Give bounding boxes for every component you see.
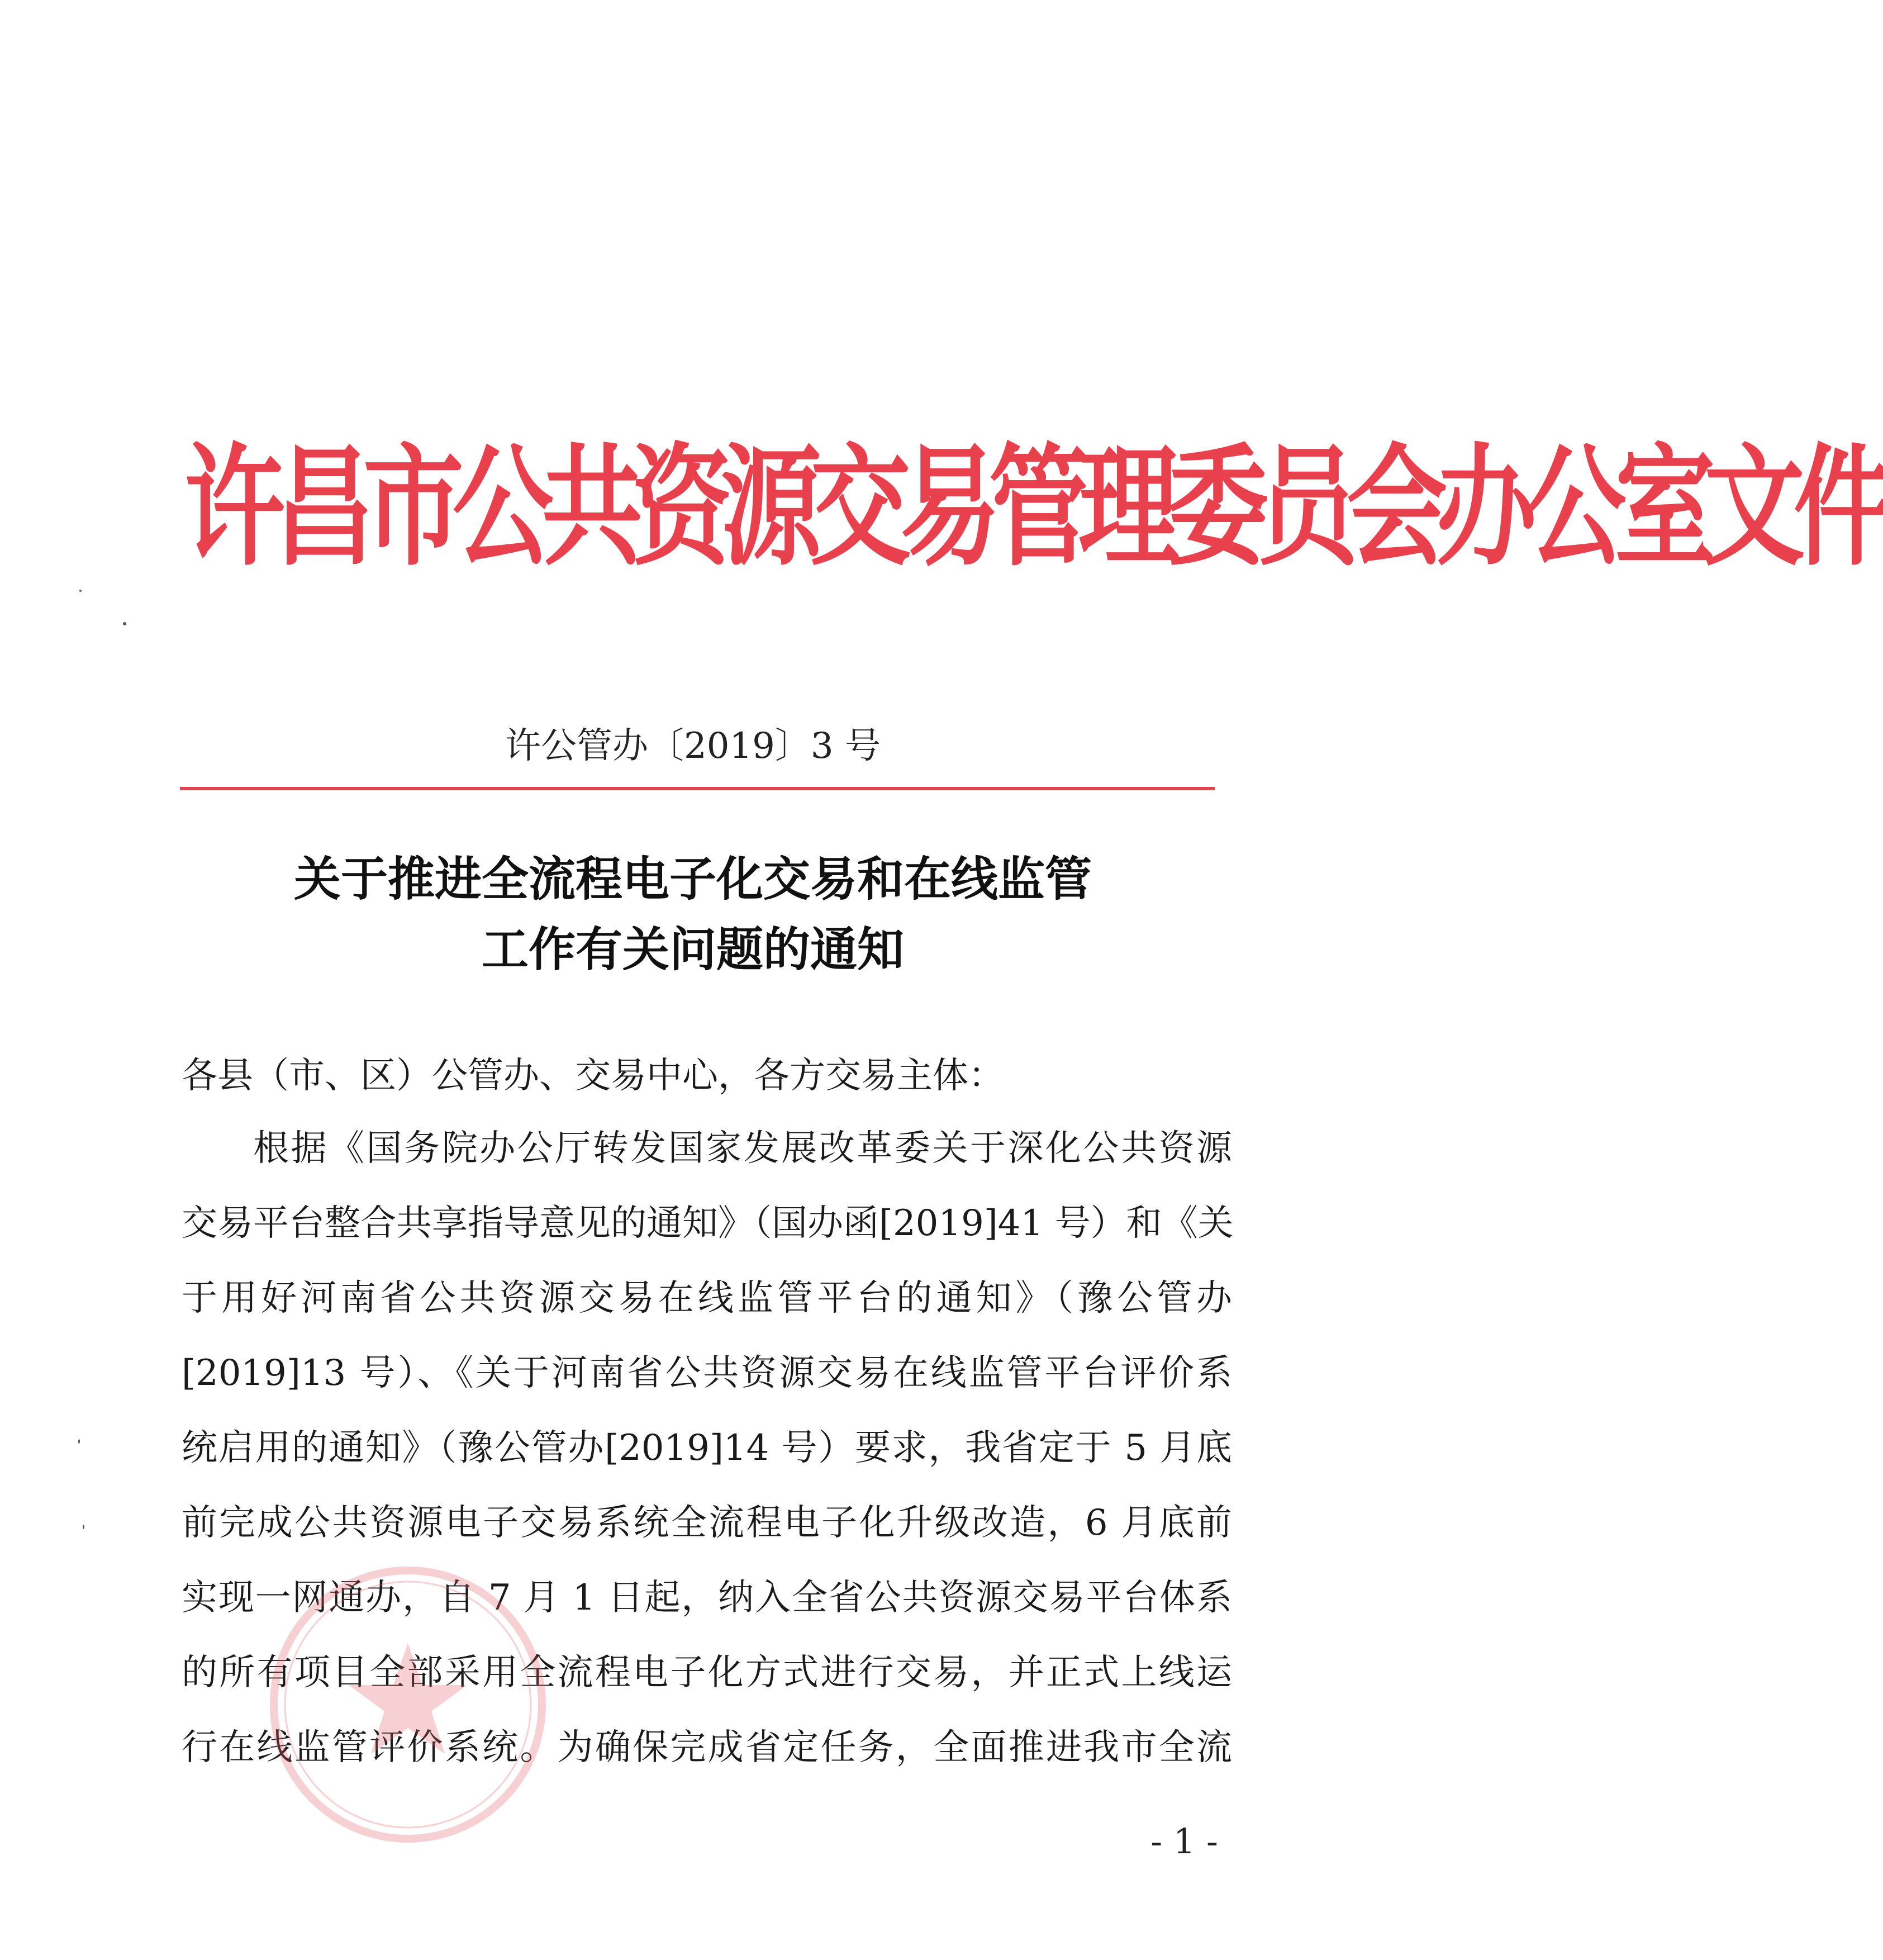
notice-title-line-1: 关于推进全流程电子化交易和在线监管 — [293, 852, 1092, 907]
notice-title — [168, 844, 1218, 985]
scan-speck — [123, 622, 126, 625]
body-line: 根据《国务院办公厅转发国家发展改革委关于深化公共资源 — [253, 1128, 1232, 1169]
scan-speck — [83, 1525, 84, 1529]
masthead-title: 许昌市公共资源交易管理委员会办公室文件 — [184, 432, 1883, 584]
body-line: 交易平台整合共享指导意见的通知》（国办函[2019]41 号）和《关 — [182, 1203, 1234, 1244]
body-line: 于用好河南省公共资源交易在线监管平台的通知》（豫公管办 — [182, 1278, 1232, 1319]
body-line: 前完成公共资源电子交易系统全流程电子化升级改造，6 月底前 — [182, 1502, 1232, 1544]
official-seal-icon — [263, 1559, 553, 1850]
body-line: 实现一网通办，自 7 月 1 日起，纳入全省公共资源交易平台体系 — [182, 1577, 1232, 1619]
body-line: [2019]13 号）、《关于河南省公共资源交易在线监管平台评价系 — [182, 1352, 1232, 1394]
document-number: 许公管办〔2019〕3 号 — [505, 725, 881, 767]
red-divider-rule — [180, 787, 1215, 790]
body-line: 行在线监管评价系统。为确保完成省定任务，全面推进我市全流 — [182, 1727, 1232, 1768]
body-line: 的所有项目全部采用全流程电子化方式进行交易，并正式上线运 — [182, 1652, 1232, 1693]
salutation: 各县（市、区）公管办、交易中心，各方交易主体： — [182, 1055, 1004, 1097]
notice-title-line-2: 工作有关问题的通知 — [481, 922, 904, 977]
body-line: 统启用的通知》（豫公管办[2019]14 号）要求，我省定于 5 月底 — [182, 1427, 1232, 1469]
scan-speck — [78, 1439, 80, 1444]
scan-speck — [79, 590, 82, 592]
page-number: - 1 - — [1150, 1821, 1218, 1862]
